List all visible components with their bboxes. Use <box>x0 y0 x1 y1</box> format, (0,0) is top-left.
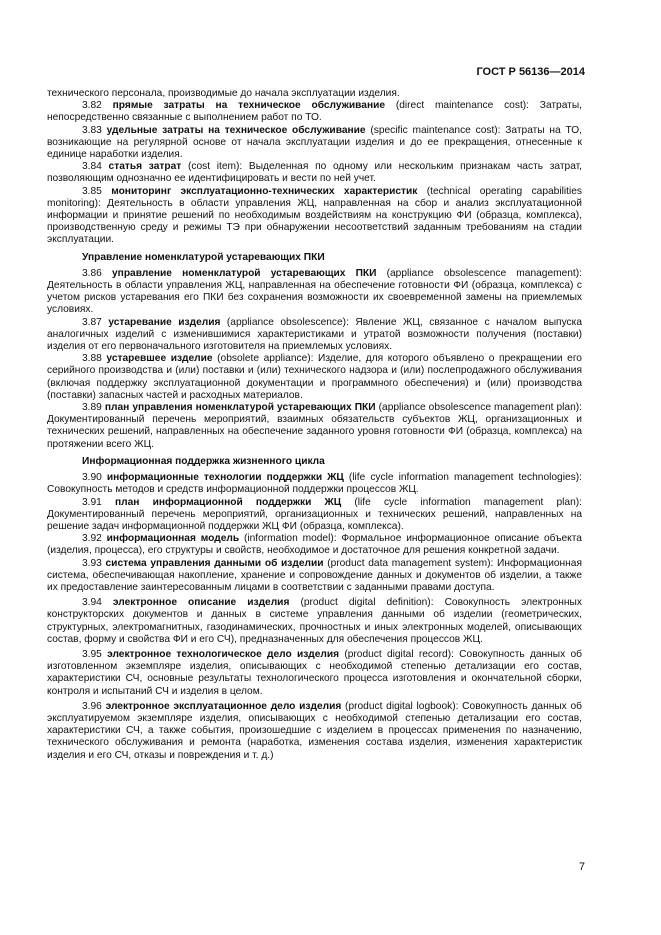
page-number: 7 <box>578 861 585 873</box>
entry-3-91: 3.91 план информационной поддержки ЖЦ (life cycle information management plan): Документированный перечень мероприятий, организационных и технических решений, направленных на решение задач информационной поддержки ЖЦ ФИ (образца, комплекса). <box>47 496 582 532</box>
entry-3-94: 3.94 электронное описание изделия (product digital definition): Совокупность электронных конструкторских документов и данных в системе управления данными об изделии (геометрических, структурных, электромагнитных, газодинамических, прочностных и иных электронных моделей, описывающих состав, форму и свойства ФИ и его СЧ), предназначенных для обеспечения процессов ЖЦ. <box>47 597 582 645</box>
entry-3-95: 3.95 электронное технологическое дело изделия (product digital record): Совокупность данных об изготовленном экземпляре изделия, описывающих с необходимой степенью детализации его состав, характеристики СЧ, основные результаты технологического процесса изготовления и окончательной сборки, контроля и испытаний СЧ и изделия в целом. <box>47 648 582 697</box>
continuation-text: технического персонала, производимые до начала эксплуатации изделия. <box>47 88 400 99</box>
section-heading-info-support: Информационная поддержка жизненного цикла <box>82 455 325 467</box>
section-heading-obsolescence: Управление номенклатурой устаревающих ПКИ <box>82 251 325 263</box>
entry-3-87: 3.87 устаревание изделия (appliance obsolescence): Явление ЖЦ, связанное с началом выпуска аналогичных изделий с изменившимися характеристиками и утратой возможности получения (поставки) изделия от его первоначального изготовителя на приемлемых условиях. <box>47 316 582 353</box>
entry-3-82: 3.82 прямые затраты на техническое обслуживание (direct maintenance cost): Затраты, непосредственно связанные с выполнением работ по ТО. <box>47 100 582 124</box>
entry-3-84: 3.84 статья затрат (cost item): Выделенная по одному или нескольким признакам часть затрат, позволяющим однозначно ее идентифицировать и вести по ней учет. <box>47 161 582 185</box>
entry-3-92: 3.92 информационная модель (information model): Формальное информационное описание объекта (изделия, процесса), его структуры и свойств, необходимое и достаточное для решения конкретной задачи. <box>47 533 582 557</box>
entry-3-96: 3.96 электронное эксплуатационное дело изделия (product digital logbook): Совокупность данных об эксплуатируемом экземпляре изделия, описывающих с необходимой степенью детализации его состав, характеристики СЧ, а также события, произошедшие с изделием в процессах применения по назначению, технического обслуживания и ремонта (наработка, изменения состава изделия, изменения характеристик изделия и его СЧ, отказы и повреждения и т. д.) <box>47 700 582 761</box>
entry-3-88: 3.88 устаревшее изделие (obsolete appliance): Изделие, для которого объявлено о прекращении его серийного производства и (или) поставки и (или) технического надзора и (или) послепродажного обслуживания (включая поддержку эксплуатационной документации и программного обеспечения) и (или) производства (поставки) запасных частей и расходных материалов. <box>47 353 582 401</box>
page-body <box>47 88 582 762</box>
entry-3-89: 3.89 план управления номенклатурой устаревающих ПКИ (appliance obsolescence management plan): Документированный перечень мероприятий, взаимных обязательств субъектов ЖЦ, организационных и технических решений, направленных на обеспечение заданного уровня готовности ФИ (образца, комплекса) на протяжении всего ЖЦ. <box>47 402 582 450</box>
entry-3-86: 3.86 управление номенклатурой устаревающих ПКИ (appliance obsolescence management): Деятельность в области управления ЖЦ, направленная на обеспечение готовности ФИ (образца, комплекса) с учетом рисков устаревания его ПКИ без сохранения возможности их своевременной замены на приемлемых условиях. <box>47 267 582 316</box>
entry-3-93: 3.93 система управления данными об изделии (product data management system): Информационная система, обеспечивающая накопление, хранение и сопровождение данных и документов об изделии, а также их предоставление заинтересованным лицами в соответствии с заданными правами доступа. <box>47 557 582 593</box>
entry-3-85: 3.85 мониторинг эксплуатационно-технических характеристик (technical operating capabilities monitoring): Деятельность в области управления ЖЦ, направленная на сбор и анализ эксплуатационной информации и принятие решений по необходимым воздействиям на конструкцию ФИ (образца, комплекса), производственную среду и режимы ТЭ при обнаружении несоответствий заданным требованиям на стадии эксплуатации. <box>47 185 582 246</box>
entry-3-90: 3.90 информационные технологии поддержки ЖЦ (life cycle information management technologies): Совокупность методов и средств информационной поддержки процессов ЖЦ. <box>47 472 582 496</box>
entry-3-83: 3.83 удельные затраты на техническое обслуживание (specific maintenance cost): Затраты на ТО, возникающие на регулярной основе от начала эксплуатации изделия и до ее прекращения, отнесенные к единице наработки изделия. <box>47 124 582 161</box>
standard-header: ГОСТ Р 56136—2014 <box>476 66 585 78</box>
